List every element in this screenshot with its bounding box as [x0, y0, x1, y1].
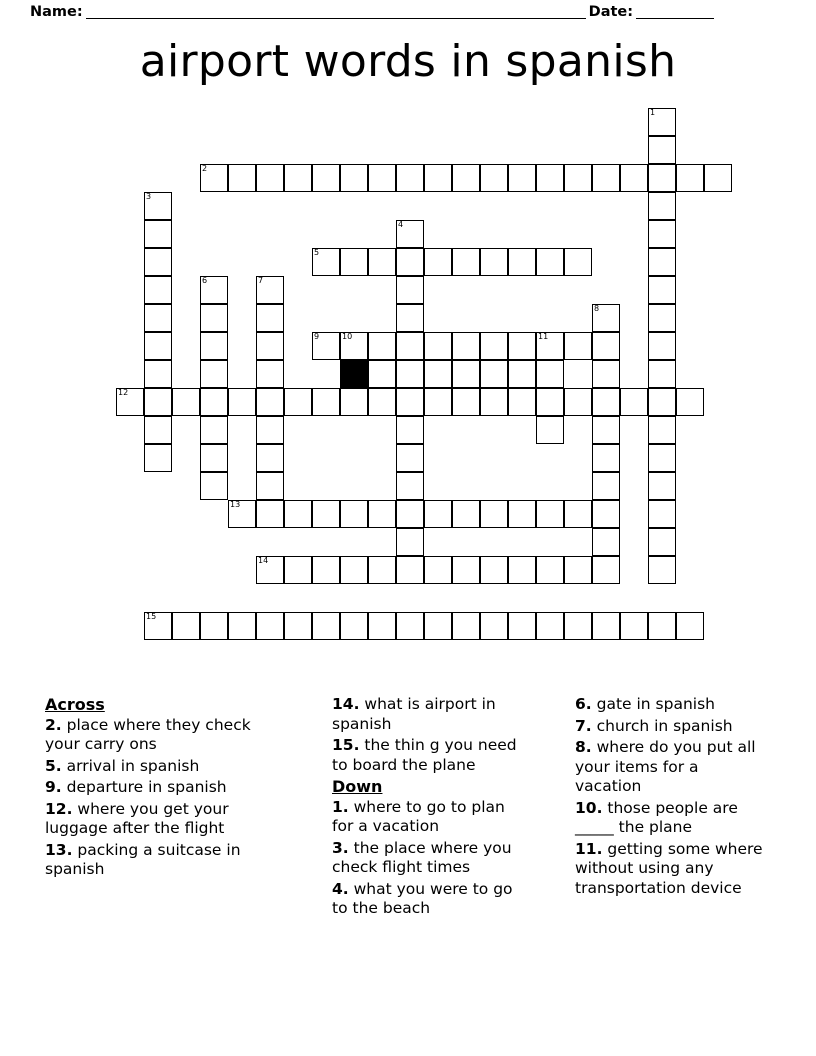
grid-cell[interactable] — [368, 332, 396, 360]
date-label: Date: — [588, 4, 634, 20]
grid-cell[interactable] — [508, 612, 536, 640]
grid-cell[interactable] — [200, 612, 228, 640]
grid-cell[interactable] — [368, 360, 396, 388]
grid-cell[interactable] — [564, 248, 592, 276]
grid-cell[interactable] — [340, 164, 368, 192]
grid-cell[interactable] — [424, 500, 452, 528]
grid-cell[interactable] — [256, 164, 284, 192]
grid-cell[interactable] — [396, 276, 424, 304]
grid-cell[interactable] — [256, 556, 284, 584]
clue-number: 3. — [332, 838, 349, 857]
grid-cell[interactable] — [368, 164, 396, 192]
grid-cell[interactable] — [620, 164, 648, 192]
grid-cell[interactable] — [200, 360, 228, 388]
grid-cell[interactable] — [144, 192, 172, 220]
grid-cell[interactable] — [340, 556, 368, 584]
grid-cell[interactable] — [256, 360, 284, 388]
grid-cell[interactable] — [536, 360, 564, 388]
grid-cell-number: 13 — [230, 500, 241, 509]
grid-cell[interactable] — [648, 528, 676, 556]
grid-cell[interactable] — [396, 612, 424, 640]
grid-cell[interactable] — [144, 388, 172, 416]
grid-cell[interactable] — [508, 360, 536, 388]
grid-cell[interactable] — [424, 612, 452, 640]
grid-cell[interactable] — [340, 612, 368, 640]
clue-number: 15. — [332, 736, 360, 754]
grid-cell[interactable] — [452, 500, 480, 528]
grid-cell-number: 1 — [650, 108, 656, 117]
grid-cell[interactable] — [480, 248, 508, 276]
grid-cell[interactable] — [452, 556, 480, 584]
grid-cell[interactable] — [452, 360, 480, 388]
grid-cell[interactable] — [648, 388, 676, 416]
grid-cell[interactable] — [648, 360, 676, 388]
grid-cell[interactable] — [648, 612, 676, 640]
grid-cell[interactable] — [592, 444, 620, 472]
clue-text: gate in spanish — [591, 695, 715, 713]
grid-cell[interactable] — [536, 416, 564, 444]
grid-cell[interactable] — [508, 332, 536, 360]
clue-text: the place where you check flight times — [332, 838, 512, 876]
grid-cell[interactable] — [396, 416, 424, 444]
clue-item — [332, 880, 523, 919]
grid-cell[interactable] — [368, 388, 396, 416]
name-label: Name: — [30, 4, 83, 20]
grid-cell[interactable] — [564, 556, 592, 584]
grid-cell[interactable] — [592, 416, 620, 444]
clue-number: 14. — [332, 695, 360, 713]
grid-cell[interactable] — [564, 500, 592, 528]
clue-text: those people are _____ the plane — [575, 798, 738, 836]
grid-cell[interactable] — [144, 416, 172, 444]
grid-cell[interactable] — [648, 136, 676, 164]
grid-cell[interactable] — [648, 248, 676, 276]
grid-cell-number: 7 — [258, 276, 264, 285]
clue-item — [45, 757, 278, 777]
grid-cell[interactable] — [648, 276, 676, 304]
grid-cell[interactable] — [676, 164, 704, 192]
grid-cell[interactable] — [396, 248, 424, 276]
clues-section — [45, 695, 775, 995]
grid-cell-number: 8 — [594, 304, 600, 313]
clue-text: where do you put all your items for a vacation — [575, 738, 756, 795]
grid-cell[interactable] — [200, 304, 228, 332]
grid-cell[interactable] — [508, 388, 536, 416]
clue-item — [45, 778, 278, 798]
down-heading: Down — [332, 777, 383, 796]
grid-cell[interactable] — [172, 388, 200, 416]
clue-item — [45, 716, 278, 755]
grid-cell[interactable] — [508, 500, 536, 528]
grid-cell[interactable] — [256, 416, 284, 444]
grid-cell[interactable] — [480, 332, 508, 360]
grid-cell[interactable] — [172, 612, 200, 640]
grid-cell[interactable] — [676, 612, 704, 640]
grid-cell[interactable] — [144, 332, 172, 360]
grid-cell-number: 15 — [146, 612, 157, 621]
grid-cell[interactable] — [340, 388, 368, 416]
clue-text: arrival in spanish — [61, 756, 200, 775]
grid-cell[interactable] — [564, 612, 592, 640]
grid-cell[interactable] — [452, 248, 480, 276]
clue-number: 11. — [575, 839, 603, 858]
clue-number: 1. — [332, 797, 349, 816]
grid-cell[interactable] — [200, 444, 228, 472]
grid-cell[interactable] — [480, 360, 508, 388]
grid-cell[interactable] — [256, 304, 284, 332]
grid-cell[interactable] — [480, 164, 508, 192]
clue-item — [45, 800, 278, 839]
grid-cell[interactable] — [536, 500, 564, 528]
grid-cell[interactable] — [368, 500, 396, 528]
clue-item — [332, 798, 523, 837]
grid-cell[interactable] — [340, 500, 368, 528]
grid-cell[interactable] — [620, 388, 648, 416]
grid-cell[interactable] — [424, 388, 452, 416]
grid-cell[interactable] — [396, 556, 424, 584]
grid-cell[interactable] — [116, 388, 144, 416]
clue-number: 2. — [45, 715, 62, 734]
clue-number: 9. — [45, 778, 62, 796]
grid-cell[interactable] — [480, 500, 508, 528]
grid-cell[interactable] — [396, 332, 424, 360]
grid-cell[interactable] — [648, 556, 676, 584]
grid-cell[interactable] — [284, 500, 312, 528]
grid-cell[interactable] — [508, 164, 536, 192]
grid-cell[interactable] — [312, 388, 340, 416]
grid-cell[interactable] — [144, 360, 172, 388]
grid-cell[interactable] — [200, 416, 228, 444]
page-title: airport words in spanish — [139, 36, 677, 87]
grid-cell[interactable] — [228, 612, 256, 640]
clue-item — [332, 695, 523, 734]
clue-text: departure in spanish — [61, 778, 227, 796]
grid-cell[interactable] — [396, 388, 424, 416]
grid-cell[interactable] — [592, 528, 620, 556]
grid-cell[interactable] — [704, 164, 732, 192]
clue-number: 5. — [45, 756, 62, 775]
grid-cell[interactable] — [396, 444, 424, 472]
grid-cell[interactable] — [508, 556, 536, 584]
clue-text: where to go to plan for a vacation — [332, 797, 505, 835]
grid-cell[interactable] — [648, 192, 676, 220]
grid-cell[interactable] — [592, 332, 620, 360]
grid-cell[interactable] — [480, 388, 508, 416]
grid-cell[interactable] — [648, 108, 676, 136]
grid-cell[interactable] — [648, 472, 676, 500]
clue-number: 7. — [575, 716, 592, 735]
name-write-line[interactable] — [86, 6, 586, 19]
grid-cell[interactable] — [424, 556, 452, 584]
grid-cell[interactable] — [256, 472, 284, 500]
clue-item — [575, 717, 765, 737]
clue-item — [45, 841, 278, 880]
clue-item — [575, 738, 765, 797]
clue-item — [575, 695, 765, 715]
grid-cell[interactable] — [368, 556, 396, 584]
grid-cell[interactable] — [452, 332, 480, 360]
grid-cell[interactable] — [200, 276, 228, 304]
clue-number: 8. — [575, 738, 592, 756]
grid-cell[interactable] — [424, 248, 452, 276]
grid-cell[interactable] — [200, 164, 228, 192]
grid-cell[interactable] — [592, 556, 620, 584]
grid-cell[interactable] — [592, 360, 620, 388]
grid-cell[interactable] — [620, 612, 648, 640]
grid-cell[interactable] — [536, 248, 564, 276]
grid-cell[interactable] — [256, 388, 284, 416]
grid-cell[interactable] — [424, 332, 452, 360]
grid-cell[interactable] — [256, 276, 284, 304]
clues-column-1 — [45, 695, 288, 995]
clue-number: 4. — [332, 879, 349, 898]
grid-cell[interactable] — [480, 556, 508, 584]
grid-cell[interactable] — [312, 556, 340, 584]
grid-cell-number: 3 — [146, 192, 152, 201]
grid-cell[interactable] — [536, 332, 564, 360]
grid-cell[interactable] — [648, 332, 676, 360]
grid-cell[interactable] — [396, 528, 424, 556]
grid-cell[interactable] — [592, 304, 620, 332]
grid-cell[interactable] — [228, 164, 256, 192]
grid-cell[interactable] — [396, 304, 424, 332]
grid-cell[interactable] — [396, 500, 424, 528]
grid-cell[interactable] — [424, 164, 452, 192]
grid-cell[interactable] — [536, 388, 564, 416]
grid-cell[interactable] — [508, 248, 536, 276]
clue-number: 13. — [45, 840, 73, 859]
grid-cell[interactable] — [396, 220, 424, 248]
grid-cell[interactable] — [536, 164, 564, 192]
grid-cell[interactable] — [312, 612, 340, 640]
grid-cell[interactable] — [144, 304, 172, 332]
clue-item — [332, 736, 523, 775]
grid-cell[interactable] — [564, 332, 592, 360]
grid-cell[interactable] — [256, 612, 284, 640]
clue-text: church in spanish — [591, 716, 733, 735]
grid-cell[interactable] — [564, 164, 592, 192]
grid-cell[interactable] — [648, 416, 676, 444]
grid-cell[interactable] — [228, 388, 256, 416]
grid-cell[interactable] — [312, 164, 340, 192]
clue-text: packing a suitcase in spanish — [45, 840, 241, 878]
grid-cell[interactable] — [228, 500, 256, 528]
grid-cell[interactable] — [284, 164, 312, 192]
clue-text: where you get your luggage after the flight — [45, 799, 229, 837]
grid-cell[interactable] — [648, 220, 676, 248]
clue-text: what is airport in spanish — [332, 695, 496, 733]
grid-cell[interactable] — [452, 612, 480, 640]
clue-number: 6. — [575, 695, 592, 713]
grid-cell[interactable] — [536, 612, 564, 640]
grid-cell[interactable] — [592, 500, 620, 528]
grid-cell[interactable] — [144, 248, 172, 276]
grid-cell[interactable] — [452, 388, 480, 416]
grid-cell[interactable] — [200, 332, 228, 360]
grid-cell[interactable] — [256, 332, 284, 360]
grid-cell[interactable] — [256, 500, 284, 528]
across-heading: Across — [45, 695, 105, 714]
clue-number: 12. — [45, 799, 73, 818]
grid-cell[interactable] — [312, 332, 340, 360]
grid-cell[interactable] — [284, 556, 312, 584]
clue-text: getting some where without using any transportation device — [575, 839, 763, 897]
grid-cell[interactable] — [312, 500, 340, 528]
grid-cell[interactable] — [200, 472, 228, 500]
grid-cell-number: 10 — [342, 332, 353, 341]
grid-cell[interactable] — [340, 248, 368, 276]
clue-item — [332, 839, 523, 878]
grid-cell[interactable] — [200, 388, 228, 416]
grid-cell[interactable] — [480, 612, 508, 640]
grid-cell[interactable] — [396, 360, 424, 388]
crossword-grid[interactable] — [0, 100, 816, 680]
grid-cell[interactable] — [144, 612, 172, 640]
grid-cell[interactable] — [536, 556, 564, 584]
grid-cell[interactable] — [312, 248, 340, 276]
clue-text: place where they check your carry ons — [45, 715, 251, 753]
grid-cell[interactable] — [592, 388, 620, 416]
grid-cell[interactable] — [368, 612, 396, 640]
grid-cell-number: 11 — [538, 332, 549, 341]
grid-cell[interactable] — [284, 612, 312, 640]
clue-item — [575, 840, 765, 899]
grid-cell[interactable] — [648, 500, 676, 528]
clue-text: the thin g you need to board the plane — [332, 736, 517, 774]
grid-cell[interactable] — [648, 304, 676, 332]
grid-cell-number: 5 — [314, 248, 320, 257]
grid-cell[interactable] — [340, 332, 368, 360]
grid-cell[interactable] — [424, 360, 452, 388]
clue-number: 10. — [575, 798, 603, 817]
grid-cell-number: 4 — [398, 220, 404, 229]
grid-cell-number: 14 — [258, 556, 269, 565]
grid-cell[interactable] — [592, 612, 620, 640]
clue-text: what you were to go to the beach — [332, 879, 513, 917]
clues-column-3 — [533, 695, 775, 995]
grid-cell[interactable] — [564, 388, 592, 416]
grid-cell[interactable] — [396, 472, 424, 500]
grid-cell[interactable] — [284, 388, 312, 416]
grid-cell-blocked — [340, 360, 368, 388]
grid-cell-number: 6 — [202, 276, 208, 285]
grid-cell[interactable] — [256, 444, 284, 472]
grid-cell[interactable] — [592, 472, 620, 500]
clues-column-2 — [288, 695, 533, 995]
grid-cell[interactable] — [452, 164, 480, 192]
grid-cell[interactable] — [396, 164, 424, 192]
clue-item — [575, 799, 765, 838]
grid-cell[interactable] — [592, 164, 620, 192]
date-write-line[interactable] — [636, 6, 714, 19]
grid-cell-number: 2 — [202, 164, 208, 173]
grid-cell[interactable] — [144, 276, 172, 304]
grid-cell[interactable] — [648, 444, 676, 472]
grid-cell[interactable] — [368, 248, 396, 276]
grid-cell[interactable] — [144, 444, 172, 472]
student-info-row — [30, 0, 786, 24]
grid-cell[interactable] — [648, 164, 676, 192]
grid-cell[interactable] — [144, 220, 172, 248]
grid-cell[interactable] — [676, 388, 704, 416]
grid-cell-number: 12 — [118, 388, 129, 397]
grid-cell-number: 9 — [314, 332, 320, 341]
